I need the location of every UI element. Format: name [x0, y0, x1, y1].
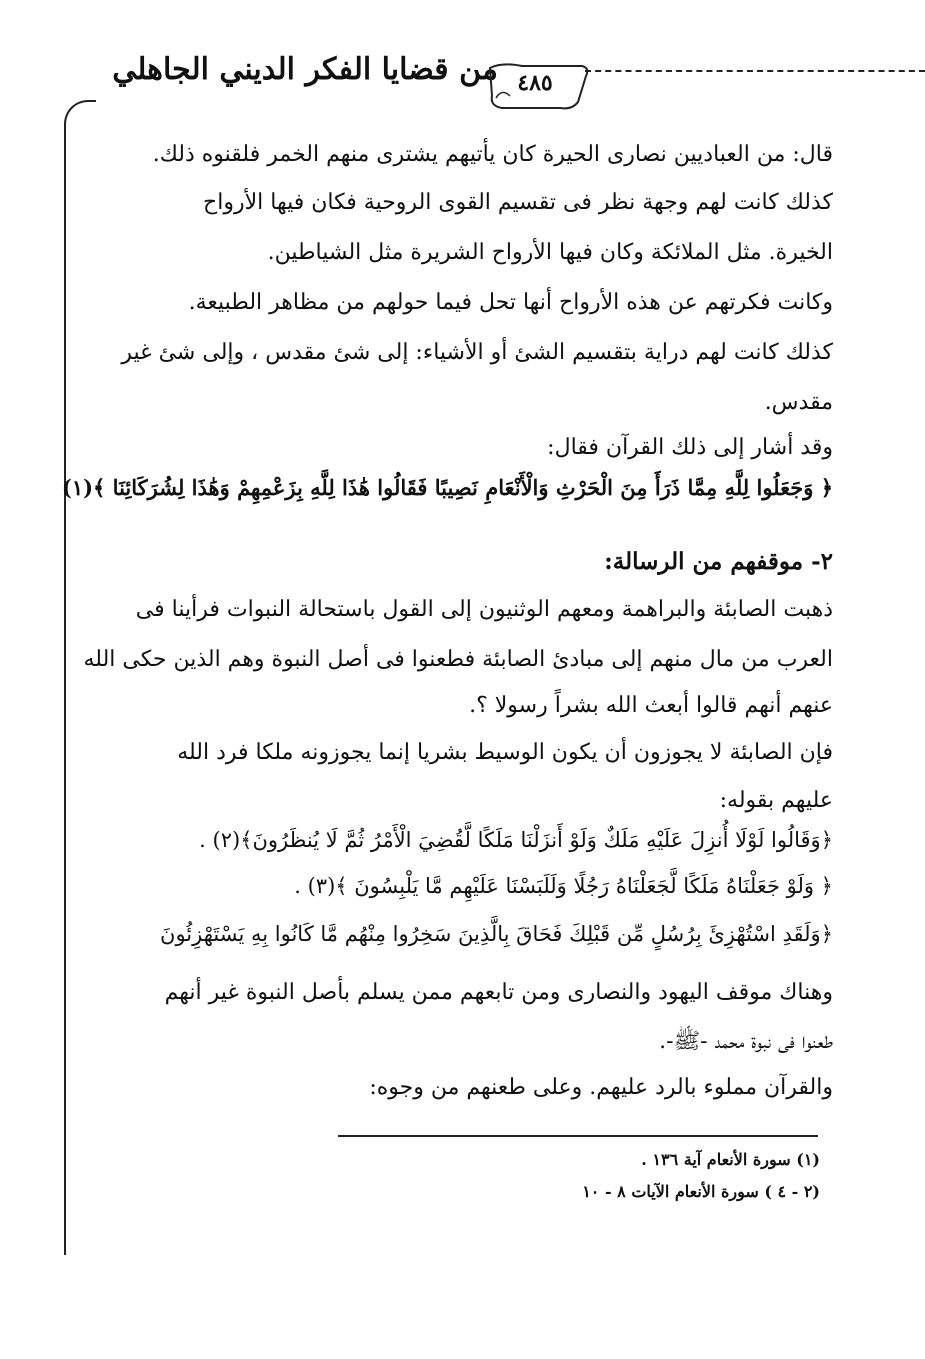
footnote: (١) سورة الأنعام آية ١٣٦ . — [641, 1150, 820, 1169]
body-line: العرب من مال منهم إلى مبادئ الصابئة فطعنوا فى أصل النبوة وهم الذين حكى الله — [83, 647, 833, 672]
body-line: كذلك كانت لهم دراية بتقسيم الشئ أو الأشياء: إلى شئ مقدس ، وإلى شئ غير — [121, 340, 833, 365]
body-line: والقرآن مملوء بالرد عليهم. وعلى طعنهم من وجوه: — [369, 1075, 833, 1100]
quran-verse: ﴿ وَجَعَلُوا لِلَّهِ مِمَّا ذَرَأَ مِنَ الْحَرْثِ وَالْأَنْعَامِ نَصِيبًا فَقَالُوا هَٰذَا لِلَّهِ بِزَعْمِهِمْ وَهَٰذَا لِشُرَكَائِنَا ﴾(١) — [61, 475, 833, 500]
margin-curve — [64, 100, 96, 132]
body-line: قال: من العباديين نصارى الحيرة كان يأتيهم يشترى منهم الخمر فلقنوه ذلك. — [152, 142, 833, 167]
body-line: وهناك موقف اليهود والنصارى ومن تابعهم ممن يسلم بأصل النبوة غير أنهم — [164, 980, 833, 1005]
body-line: وكانت فكرتهم عن هذه الأرواح أنها تحل فيما حولهم من مظاهر الطبيعة. — [188, 290, 833, 315]
body-line: مقدس. — [764, 390, 833, 415]
quran-verse: ﴿ وَلَوْ جَعَلْنَاهُ مَلَكًا لَّجَعَلْنَاهُ رَجُلًا وَلَلَبَسْنَا عَلَيْهِم مَّا يَلْبِسُونَ ﴾(٣) . — [294, 874, 833, 898]
section-heading: ٢- موقفهم من الرسالة: — [604, 548, 833, 575]
quran-verse: ﴿وَقَالُوا لَوْلَا أُنزِلَ عَلَيْهِ مَلَكٌ وَلَوْ أَنزَلْنَا مَلَكًا لَّقُضِيَ الْأَمْرُ ثُمَّ لَا يُنظَرُونَ﴾(٢) . — [199, 828, 833, 852]
body-line: ذهبت الصابئة والبراهمة ومعهم الوثنيون إلى القول باستحالة النبوات فرأينا فى — [135, 597, 833, 622]
margin-rule — [64, 125, 66, 1255]
body-line: وقد أشار إلى ذلك القرآن فقال: — [547, 435, 833, 460]
footnote-rule — [338, 1135, 818, 1137]
footnote: (٢ - ٤ ) سورة الأنعام الآيات ٨ - ١٠ — [582, 1182, 820, 1201]
quran-verse: ﴿وَلَقَدِ اسْتُهْزِئَ بِرُسُلٍ مِّن قَبْلِكَ فَحَاقَ بِالَّذِينَ سَخِرُوا مِنْهُم مَّا كَانُوا بِهِ يَسْتَهْزِئُونَ — [160, 922, 833, 946]
header-dashed-rule — [585, 70, 925, 72]
page-number: ٤٨٥ — [517, 70, 553, 96]
body-line: طعنوا فى نبوة محمد -ﷺ-. — [659, 1029, 833, 1054]
body-line: عليهم بقوله: — [719, 788, 833, 813]
body-line: عنهم أنهم قالوا أبعث الله بشراً رسولا ؟. — [469, 693, 833, 718]
body-line: الخيرة. مثل الملائكة وكان فيها الأرواح الشريرة مثل الشياطين. — [267, 240, 833, 265]
page-title: من قضايا الفكر الديني الجاهلي — [112, 52, 498, 87]
body-line: فإن الصابئة لا يجوزون أن يكون الوسيط بشريا إنما يجوزونه ملكا فرد الله — [177, 740, 833, 765]
body-line: كذلك كانت لهم وجهة نظر فى تقسيم القوى الروحية فكان فيها الأرواح — [203, 190, 833, 215]
